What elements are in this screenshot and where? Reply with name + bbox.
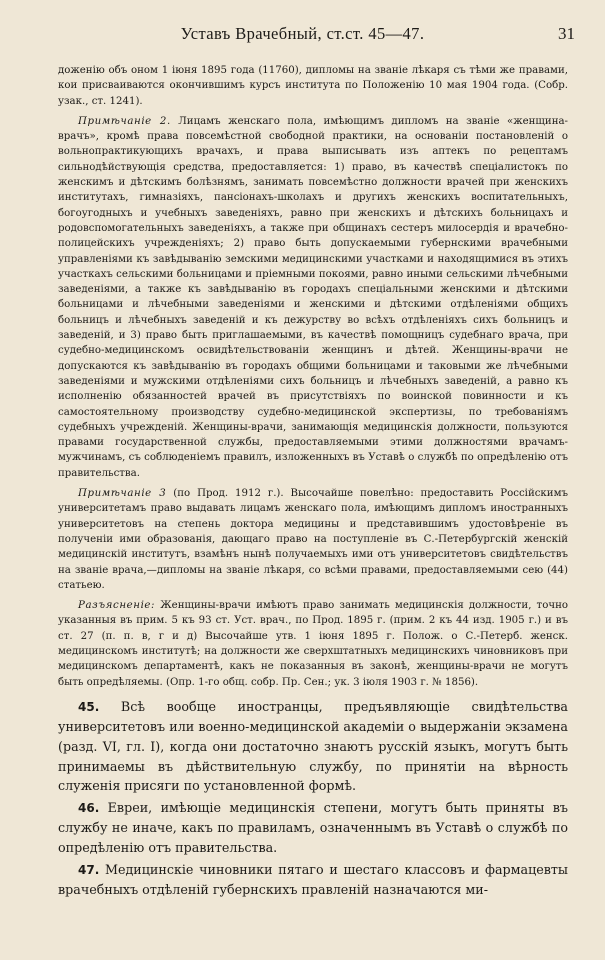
note-3-label: Примѣчаніе 3 [78,488,167,500]
note-2 [58,114,568,481]
article-47-text: Медицинскіе чиновники пятаго и шестаго классовъ и фармацевты врачебныхъ отдѣленій губернскихъ правленій назначаются ми- [58,861,568,898]
explanation-text: Женщины-врачи имѣютъ право занимать медицинскія должности, точно указанныя въ прим. 5 къ 93 ст. Уст. врач., по Прод. 1895 г. (прим. 2 къ 44 изд. 1905 г.) и въ ст. 27 (п. п. в, г и д) Высочайше утв. 1 іюня 1895 г. Полож. о С.-Петерб. женск. медицинскомъ институтѣ; на должности же сверхштатныхъ медицинскихъ чиновниковъ при медицинскомъ департаментѣ, какъ не показанныя въ законѣ, женщины-врачи не могутъ быть опредѣляемы. (Опр. 1-го общ. собр. Пр. Сен.; ук. 3 іюля 1903 г. № 1856). [58,600,568,688]
article-47 [58,860,568,900]
page-header [30,24,575,54]
article-46 [58,798,568,858]
running-title: Уставъ Врачебный, ст.ст. 45—47. [180,24,425,43]
page-number: 31 [558,24,575,43]
note-3-text: (по Прод. 1912 г.). Высочайше повелѣно: предоставить Россійскимъ университетамъ право выдавать лицамъ женскаго пола, имѣющимъ дипломъ иностранныхъ университетовъ на степень доктора медицины и представившимъ удостовѣреніе въ полученіи ими образованія, дающаго право на поступленіе въ С.-Петербургскій женскій медицинскій институтъ, взамѣнъ нынѣ получаемыхъ ими отъ университетовъ свидѣтельствъ на званіе врача,—дипломы на званіе лѣкаря, со всѣми правами, предоставляемыми сею (44) статьею. [58,488,568,591]
page-body [58,63,568,900]
explanation-label: Разъясненіе: [78,600,156,612]
article-45-text: Всѣ вообще иностранцы, предъявляющіе свидѣтельства университетовъ или военно-медицинской академіи о выдержаніи экзамена (разд. VI, гл. I), когда они достаточно знаютъ русскій языкъ, могутъ быть принимаемы въ дѣйствительную службу, по принятіи на вѣрность служенія присяги по установленной формѣ. [58,698,568,794]
note-3 [58,486,568,593]
explanation [58,598,568,690]
article-47-number: 47. [78,862,100,877]
article-45-number: 45. [78,699,100,714]
note-2-label: Примѣчаніе 2. [78,115,171,127]
article-46-number: 46. [78,800,100,815]
note-2-text: Лицамъ женскаго пола, имѣющимъ дипломъ на званіе «женщина-врачъ», кромѣ права повсемѣстной свободной практики, на основаніи постановленій о вольнопрактикующихъ врачахъ, и права выписывать изъ аптекъ по рецептамъ сильнодѣйствующія средства, предоставляется: 1) право, въ качествѣ спеціалистокъ по женскимъ и дѣтскимъ болѣзнямъ, занимать повсемѣстно должности врачей при женскихъ институтахъ, гимназіяхъ, пансіонахъ-школахъ и другихъ женскихъ воспитательныхъ, богоугодныхъ и учебныхъ заведеніяхъ, равно при женскихъ и дѣтскихъ больницахъ и родовспомогательныхъ заведеніяхъ, а также при общинахъ сестеръ милосердія и врачебно-полицейскихъ учрежденіяхъ; 2) право быть допускаемыми губернскими врачебными управленіями къ завѣдыванію земскими медицинскими участками и находящимися въ этихъ участкахъ сельскими больницами и пріемными покоями, равно иными сельскими лѣчебными заведеніями, а также къ завѣдыванію въ городахъ спеціальными женскими и дѣтскими больницами и лѣчебными заведеніями и женскими и дѣтскими отдѣленіями общихъ больницъ и лѣчебныхъ заведеній и къ дежурству во всѣхъ отдѣленіяхъ сихъ больницъ и заведеній, и 3) право быть приглашаемыми, въ качествѣ помощницъ судебнаго врача, при судебно-медицинскомъ освидѣтельствованіи женщинъ и дѣтей. Женщины-врачи не допускаются къ завѣдыванію въ городахъ общими больницами и таковыми же лѣчебными заведеніями и мужскими отдѣленіями сихъ больницъ и лѣчебныхъ заведеній, а равно къ исполненію обязанностей врачей въ присутствіяхъ по воинской повинности и къ самостоятельному производству судебно-медицинской экспертизы, по требованіямъ судебныхъ учрежденій. Женщины-врачи, занимающія медицинскія должности, пользуются правами государственной службы, предоставляемыми этими должностями врачамъ-мужчинамъ, съ соблюденіемъ правилъ, изложенныхъ въ Уставѣ о службѣ по опредѣленію отъ правительства. [58,115,568,479]
continuation-paragraph: доженію объ оном 1 іюня 1895 года (11760), дипломы на званіе лѣкаря съ тѣми же правами, кои присваиваются окончившимъ курсъ института по Положенію 10 мая 1904 года. (Собр. узак., ст. 1241). [58,65,568,107]
article-45 [58,697,568,796]
article-46-text: Евреи, имѣющіе медицинскія степени, могутъ быть приняты въ службу не иначе, какъ по правиламъ, означеннымъ въ Уставѣ о службѣ по опредѣленію отъ правительства. [58,799,568,856]
